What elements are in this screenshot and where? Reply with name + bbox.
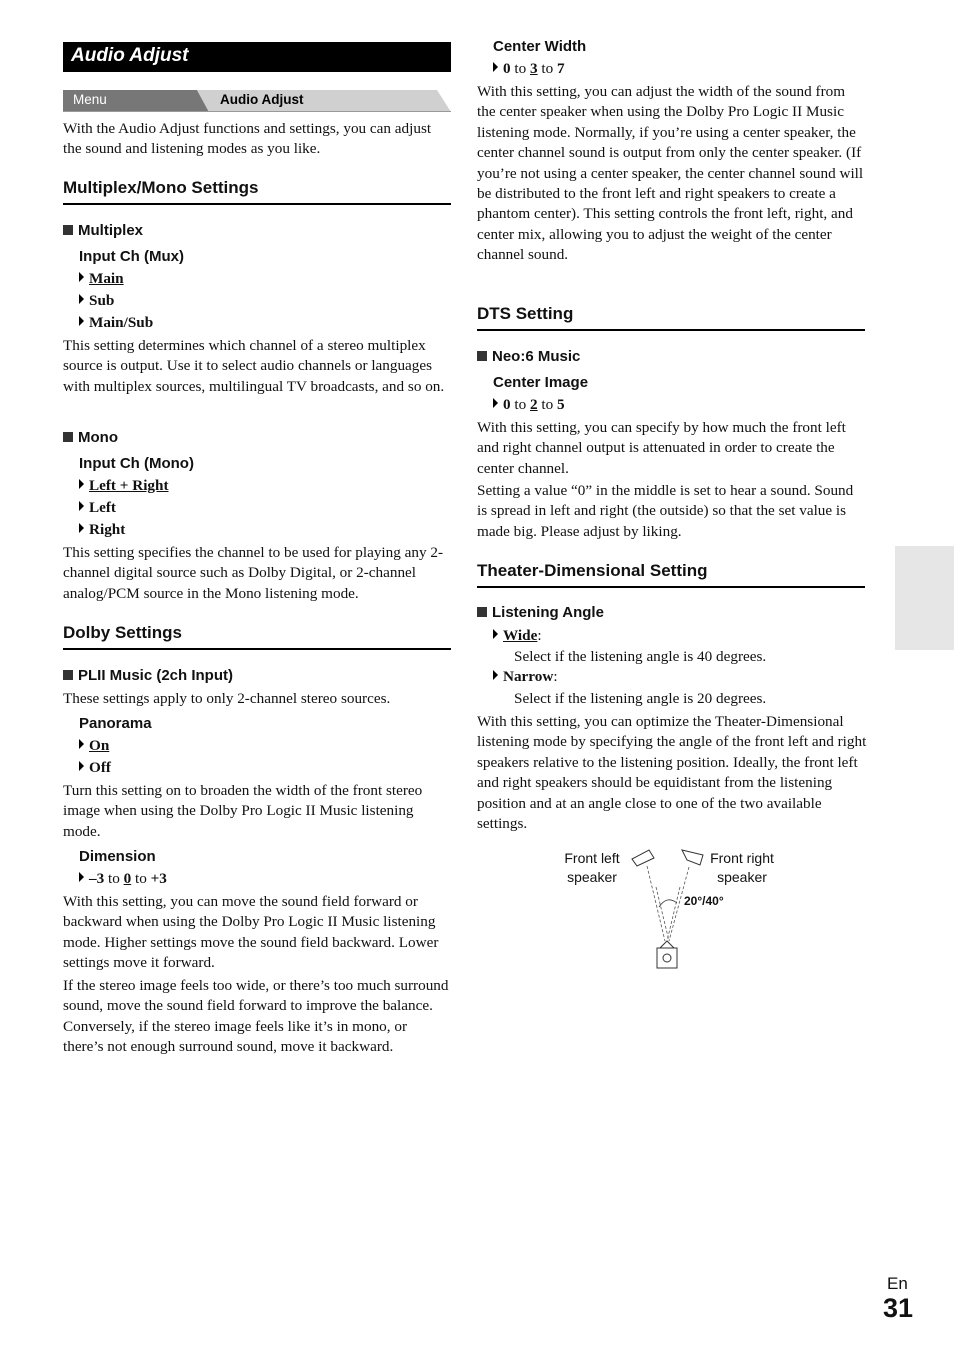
center-image-description-1: With this setting, you can specify by how much the front left and right channel output is attenuated in order to create the center channel. xyxy=(477,419,846,477)
input-ch-mono-label: Input Ch (Mono) xyxy=(79,455,194,472)
triangle-bullet-icon xyxy=(493,670,498,680)
square-bullet-icon xyxy=(63,432,73,442)
triangle-bullet-icon xyxy=(79,479,84,489)
listening-angle-subheading: Listening Angle xyxy=(477,604,604,621)
center-image-label: Center Image xyxy=(493,374,589,391)
dimension-description-1: With this setting, you can move the sound field forward or backward when using the Dolby Pro Logic II Music listening mode. Higher settings move the sound field backward. Lower settings move it forward. xyxy=(63,893,439,972)
center-width-label: Center Width xyxy=(493,38,587,55)
front-right-speaker-label: Front right speaker xyxy=(710,850,774,885)
option-sub: Sub xyxy=(79,292,114,310)
dolby-heading: Dolby Settings xyxy=(63,623,451,650)
multiplex-subheading: Multiplex xyxy=(63,222,143,239)
page-title: Audio Adjust xyxy=(71,45,189,66)
option-main: Main xyxy=(79,270,124,288)
page-number: 31 xyxy=(883,1293,914,1323)
option-on: On xyxy=(79,737,109,755)
side-tab xyxy=(895,546,954,650)
triangle-bullet-icon xyxy=(79,294,84,304)
mono-description: This setting specifies the channel to be used for playing any 2-channel digital source such as Dolby Digital, or 2-channel analog/PCM source in the Mono listening mode. xyxy=(63,544,444,602)
option-left-right: Left + Right xyxy=(79,477,169,495)
square-bullet-icon xyxy=(63,670,73,680)
narrow-description: Select if the listening angle is 20 degrees. xyxy=(514,690,767,707)
triangle-bullet-icon xyxy=(79,739,84,749)
breadcrumb-menu: Menu xyxy=(73,92,107,107)
page-language: En xyxy=(887,1274,908,1293)
dimension-description-2: If the stereo image feels too wide, or there’s too much surround sound, move the sound field forward to improve the balance. Conversely, if the stereo image feels like it’s in mono, or there’s not enough surround sound, move it backward. xyxy=(63,977,449,1056)
triangle-bullet-icon xyxy=(79,523,84,533)
option-left: Left xyxy=(79,499,116,517)
center-width-description: With this setting, you can adjust the width of the sound from the center speaker when using the Dolby Pro Logic II Music listening mode. Normally, if you’re using a center speaker, the center channel sound is output from only the center speaker. (If you’re not using a center speaker, the center channel sound will be distributed to the front left and right speakers to create a phantom center). This setting controls the front left, right, and center mix, allowing you to adjust the weight of the center channel sound. xyxy=(477,83,864,264)
breadcrumb-item: Audio Adjust xyxy=(220,92,304,107)
triangle-bullet-icon xyxy=(79,501,84,511)
wide-description: Select if the listening angle is 40 degrees. xyxy=(514,648,767,665)
breadcrumb xyxy=(63,90,451,112)
multiplex-description: This setting determines which channel of a stereo multiplex source is output. Use it to select audio channels or languages with multiplex sources, multilingual TV broadcasts, and so on. xyxy=(63,337,445,395)
triangle-bullet-icon xyxy=(79,272,84,282)
dimension-range: –3 to 0 to +3 xyxy=(79,870,167,888)
front-left-speaker-label: Front left speaker xyxy=(564,850,620,885)
option-wide: Wide: xyxy=(493,627,542,645)
intro-text: With the Audio Adjust functions and settings, you can adjust the sound and listening modes as you like. xyxy=(63,120,432,158)
plii-description: These settings apply to only 2-channel stereo sources. xyxy=(63,690,391,707)
option-right: Right xyxy=(79,521,125,539)
theater-heading: Theater-Dimensional Setting xyxy=(477,561,865,588)
listener-icon xyxy=(657,941,677,968)
right-speaker-icon xyxy=(682,850,703,865)
center-image-description-2: Setting a value “0” in the middle is set to hear a sound. Sound is spread in left and right (the outside) so that the set value is made big. Please adjust by liking. xyxy=(477,482,854,540)
triangle-bullet-icon xyxy=(79,316,84,326)
input-ch-mux-label: Input Ch (Mux) xyxy=(79,248,184,265)
plii-subheading: PLII Music (2ch Input) xyxy=(63,667,233,684)
multiplex-heading: Multiplex/Mono Settings xyxy=(63,178,451,205)
option-main-sub: Main/Sub xyxy=(79,314,153,332)
square-bullet-icon xyxy=(63,225,73,235)
triangle-bullet-icon xyxy=(493,629,498,639)
listening-angle-description: With this setting, you can optimize the Theater-Dimensional listening mode by specifying the angle of the front left and right speakers relative to the listening position. Ideally, the front left and right speakers should be equidistant from the listening position and at an angle close to one of the two available settings. xyxy=(477,713,867,833)
dimension-label: Dimension xyxy=(79,848,156,865)
triangle-bullet-icon xyxy=(79,872,84,882)
option-narrow: Narrow: xyxy=(493,668,558,686)
square-bullet-icon xyxy=(477,607,487,617)
center-width-range: 0 to 3 to 7 xyxy=(493,60,565,78)
panorama-label: Panorama xyxy=(79,715,152,732)
square-bullet-icon xyxy=(477,351,487,361)
angle-label: 20°/40° xyxy=(684,894,724,908)
page-title-bar xyxy=(63,42,451,72)
panorama-description: Turn this setting on to broaden the width of the front stereo image when using the Dolby Pro Logic II Music listening mode. xyxy=(63,782,423,840)
listening-angle-diagram xyxy=(625,845,710,975)
center-image-range: 0 to 2 to 5 xyxy=(493,396,565,414)
triangle-bullet-icon xyxy=(493,398,498,408)
neo6-subheading: Neo:6 Music xyxy=(477,348,580,365)
left-speaker-icon xyxy=(632,850,654,866)
option-off: Off xyxy=(79,759,111,777)
triangle-bullet-icon xyxy=(493,62,498,72)
triangle-bullet-icon xyxy=(79,761,84,771)
dts-heading: DTS Setting xyxy=(477,304,865,331)
mono-subheading: Mono xyxy=(63,429,118,446)
